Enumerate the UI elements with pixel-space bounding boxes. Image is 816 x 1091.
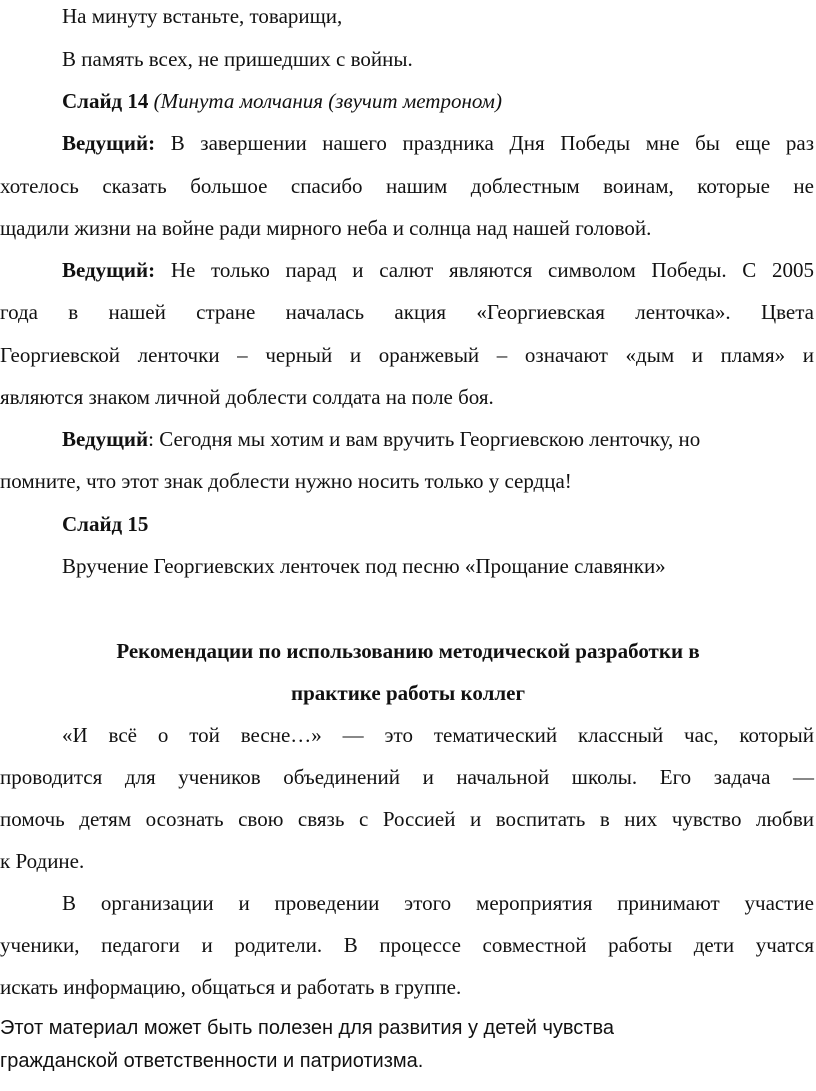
host-1-line-3: щадили жизни на войне ради мирного неба и солнца над нашей головой.	[0, 216, 652, 240]
host-2-line-4: являются знаком личной доблести солдата на поле боя.	[0, 385, 494, 409]
host-3-text-1: : Сегодня мы хотим и вам вручить Георгиевскою ленточку, но	[148, 427, 701, 451]
poem-line-2: В память всех, не пришедших с войны.	[62, 47, 413, 71]
slide-14-line	[62, 89, 502, 113]
paragraph-1-line-1: «И всё о той весне…» — это тематический классный час, который	[62, 723, 814, 747]
slide-14-note: (Минута молчания (звучит метроном)	[153, 89, 502, 113]
paragraph-1-line-4: к Родине.	[0, 849, 85, 873]
host-2-text-1: Не только парад и салют являются символом Победы. С 2005	[170, 258, 814, 282]
paragraph-2-line-2: ученики, педагоги и родители. В процессе совместной работы дети учатся	[0, 933, 814, 957]
host-3-line-2: помните, что этот знак доблести нужно носить только у сердца!	[0, 469, 572, 493]
host-2-speaker: Ведущий:	[62, 258, 156, 282]
host-3-speaker: Ведущий	[62, 427, 149, 451]
host-2-line-3: Георгиевской ленточки – черный и оранжевый – означают «дым и пламя» и	[0, 343, 814, 367]
paragraph-1-line-2: проводится для учеников объединений и начальной школы. Его задача —	[0, 765, 814, 789]
recommendations-heading-line-1: Рекомендации по использованию методической разработки в	[116, 639, 700, 663]
paragraph-2-line-3: искать информацию, общаться и работать в группе.	[0, 975, 462, 999]
slide-15-label: Слайд 15	[62, 512, 149, 536]
paragraph-3-line-1: Этот материал может быть полезен для развития у детей чувства	[0, 1017, 614, 1039]
host-1-speaker: Ведущий:	[62, 131, 156, 155]
paragraph-1-line-3: помочь детям осознать свою связь с Россией и воспитать в них чувство любви	[0, 807, 814, 831]
host-2-line-1	[62, 258, 814, 282]
poem-line-1: На минуту встаньте, товарищи,	[62, 4, 343, 28]
paragraph-3-line-2: гражданской ответственности и патриотизма.	[0, 1050, 424, 1072]
slide-15-text: Вручение Георгиевских ленточек под песню «Прощание славянки»	[62, 554, 666, 578]
paragraph-2-line-1: В организации и проведении этого мероприятия принимают участие	[62, 891, 814, 915]
host-2-line-2: года в нашей стране началась акция «Георгиевская ленточка». Цвета	[0, 300, 814, 324]
slide-14-label: Слайд 14	[62, 89, 149, 113]
recommendations-heading-line-2: практике работы коллег	[291, 681, 525, 705]
host-1-line-2: хотелось сказать большое спасибо нашим доблестным воинам, которые не	[0, 174, 814, 198]
host-1-line-1	[62, 131, 814, 155]
host-3-line-1	[62, 427, 700, 451]
host-1-text-1: В завершении нашего праздника Дня Победы мне бы еще раз	[170, 131, 814, 155]
